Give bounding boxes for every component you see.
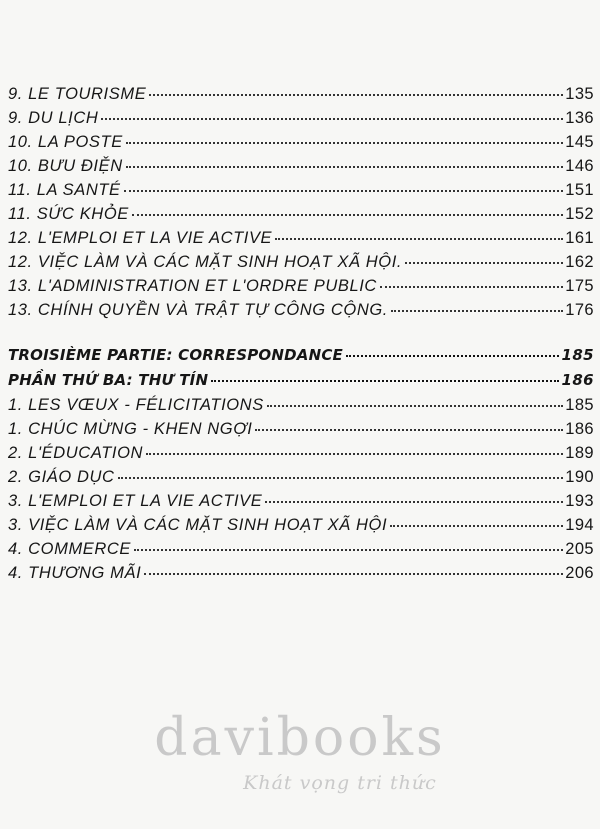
toc-entry-title: 1. CHÚC MỪNG - KHEN NGỢI xyxy=(8,420,253,438)
toc-entry xyxy=(8,491,594,511)
toc-entry-page: 185 xyxy=(565,396,594,414)
toc-entry-title: 10. BƯU ĐIỆN xyxy=(8,157,123,175)
dot-leader xyxy=(405,262,563,264)
dot-leader xyxy=(118,477,564,479)
toc-entry xyxy=(8,180,594,200)
toc-entry xyxy=(8,395,594,415)
toc-entry xyxy=(8,515,594,535)
toc-entry-page: 135 xyxy=(565,85,594,103)
toc-entry-page: 206 xyxy=(565,564,594,582)
toc-entry-page: 190 xyxy=(565,468,594,486)
toc-entry-page: 145 xyxy=(565,133,594,151)
toc-entry-page: 161 xyxy=(565,229,594,247)
toc-entry-page: 205 xyxy=(565,540,594,558)
dot-leader xyxy=(346,355,559,357)
toc-entry-title: 12. L'EMPLOI ET LA VIE ACTIVE xyxy=(8,229,273,247)
dot-leader xyxy=(101,118,563,120)
toc-entry-page: 175 xyxy=(565,277,594,295)
toc-entry xyxy=(8,467,594,487)
watermark-tagline: Khát vọng tri thức xyxy=(243,772,437,794)
toc-entry-page: 151 xyxy=(565,181,594,199)
dot-leader xyxy=(380,286,563,288)
toc-entry xyxy=(8,252,594,272)
toc-entry xyxy=(8,563,594,583)
toc-entry xyxy=(8,132,594,152)
toc-entry-title: 1. LES VŒUX - FÉLICITATIONS xyxy=(8,396,264,414)
toc-entry-page: 176 xyxy=(565,301,594,319)
toc-entry-title: 4. COMMERCE xyxy=(8,540,132,558)
dot-leader xyxy=(265,501,563,503)
toc-entry-title: 3. VIỆC LÀM VÀ CÁC MẶT SINH HOẠT XÃ HỘI xyxy=(8,516,388,534)
dot-leader xyxy=(144,573,563,575)
toc-entry-title: 11. LA SANTÉ xyxy=(8,181,121,199)
toc-entry-title: 13. L'ADMINISTRATION ET L'ORDRE PUBLIC xyxy=(8,277,377,295)
toc-entry xyxy=(8,84,594,104)
dot-leader xyxy=(390,525,563,527)
toc-part-heading xyxy=(8,370,594,390)
toc-entry xyxy=(8,156,594,176)
toc-entry-page: 162 xyxy=(565,253,594,271)
toc-entry-title: 9. LE TOURISME xyxy=(8,85,147,103)
toc-entry-title: 2. GIÁO DỤC xyxy=(8,468,115,486)
toc-part-heading xyxy=(8,345,594,365)
dot-leader xyxy=(267,405,563,407)
dot-leader xyxy=(134,549,563,551)
toc-entry-title: PHẦN THỨ BA: THƯ TÍN xyxy=(8,371,209,389)
dot-leader xyxy=(124,190,564,192)
toc-entry-page: 186 xyxy=(565,420,594,438)
toc-entry-title: 4. THƯƠNG MÃI xyxy=(8,564,142,582)
toc-entry-page: 186 xyxy=(561,371,594,389)
toc-entry-page: 185 xyxy=(561,346,594,364)
toc-entry-title: 13. CHÍNH QUYỀN VÀ TRẬT TỰ CÔNG CỘNG. xyxy=(8,301,388,319)
dot-leader xyxy=(146,453,563,455)
toc-entry-page: 193 xyxy=(565,492,594,510)
toc-entry-page: 136 xyxy=(565,109,594,127)
toc-entry-title: TROISIÈME PARTIE: CORRESPONDANCE xyxy=(8,346,344,364)
toc-entry-page: 152 xyxy=(565,205,594,223)
dot-leader xyxy=(255,429,563,431)
toc-entry xyxy=(8,108,594,128)
dot-leader xyxy=(126,166,564,168)
toc-entry-title: 3. L'EMPLOI ET LA VIE ACTIVE xyxy=(8,492,263,510)
toc-entry xyxy=(8,443,594,463)
toc-entry-title: 12. VIỆC LÀM VÀ CÁC MẶT SINH HOẠT XÃ HỘI. xyxy=(8,253,403,271)
toc-entry xyxy=(8,300,594,320)
toc-entry xyxy=(8,228,594,248)
toc-entry xyxy=(8,419,594,439)
dot-leader xyxy=(149,94,563,96)
dot-leader xyxy=(132,214,563,216)
dot-leader xyxy=(391,310,563,312)
toc-entry-page: 189 xyxy=(565,444,594,462)
toc-entry xyxy=(8,539,594,559)
toc-entry-page: 194 xyxy=(565,516,594,534)
toc-entry-title: 10. LA POSTE xyxy=(8,133,123,151)
toc-entry xyxy=(8,204,594,224)
toc-entry-title: 2. L'ÉDUCATION xyxy=(8,444,144,462)
watermark-brand: davibooks xyxy=(154,708,446,768)
toc-entry-title: 11. SỨC KHỎE xyxy=(8,205,129,223)
toc-entry xyxy=(8,276,594,296)
dot-leader xyxy=(275,238,563,240)
toc-entry-title: 9. DU LỊCH xyxy=(8,109,99,127)
dot-leader xyxy=(126,142,563,144)
toc-entry-page: 146 xyxy=(565,157,594,175)
dot-leader xyxy=(211,380,559,382)
